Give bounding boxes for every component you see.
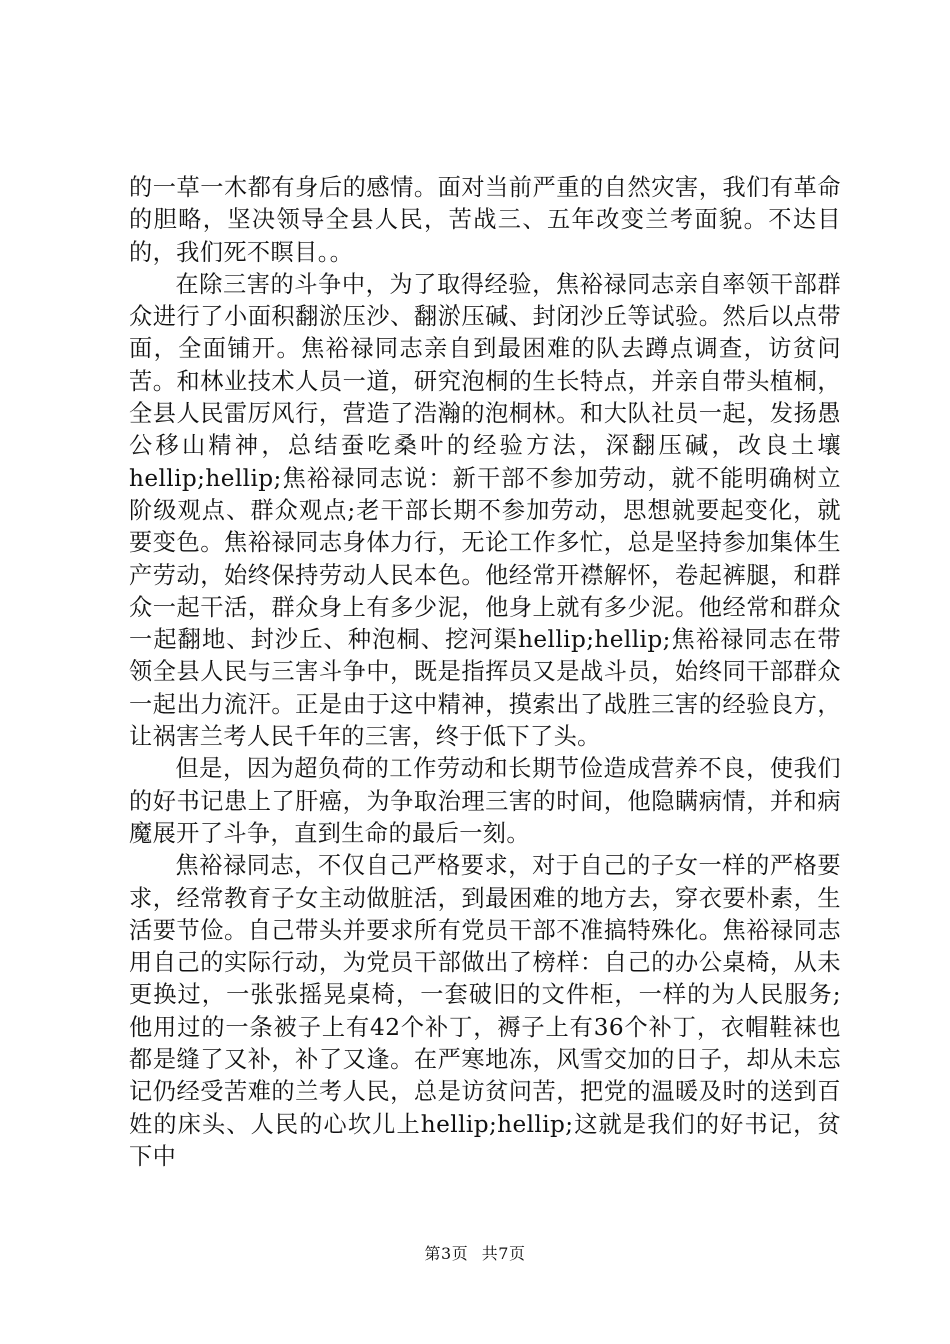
paragraph: 但是，因为超负荷的工作劳动和长期节俭造成营养不良，使我们的好书记患上了肝癌，为争取治理三害的时间，他隐瞒病情，并和病魔展开了斗争，直到生命的最后一刻。 — [129, 755, 841, 847]
page-number: 第3页 — [424, 1244, 469, 1263]
page-footer — [0, 1244, 950, 1264]
paragraph: 焦裕禄同志，不仅自己严格要求，对于自己的子女一样的严格要求，经常教育子女主动做脏活，到最困难的地方去，穿衣要朴素，生活要节俭。自己带头并要求所有党员干部不准搞特殊化。焦裕禄同志用自己的实际行动，为党员干部做出了榜样：自己的办公桌椅，从未更换过，一张张摇晃桌椅，一套破旧的文件柜，一样的为人民服务;他用过的一条被子上有42个补丁，褥子上有36个补丁，衣帽鞋袜也都是缝了又补，补了又逢。在严寒地冻，风雪交加的日子，却从未忘记仍经受苦难的兰考人民，总是访贫问苦，把党的温暖及时的送到百姓的床头、人民的心坎儿上hellip;hellip;这就是我们的好书记，贫下中 — [129, 852, 841, 1170]
page-total: 共7页 — [481, 1244, 526, 1263]
paragraph: 在除三害的斗争中，为了取得经验，焦裕禄同志亲自率领干部群众进行了小面积翻淤压沙、翻淤压碱、封闭沙丘等试验。然后以点带面，全面铺开。焦裕禄同志亲自到最困难的队去蹲点调查，访贫问苦。和林业技术人员一道，研究泡桐的生长特点，并亲自带头植桐，全县人民雷厉风行，营造了浩瀚的泡桐林。和大队社员一起，发扬愚公移山精神，总结蚕吃桑叶的经验方法，深翻压碱，改良土壤hellip;hellip;焦裕禄同志说：新干部不参加劳动，就不能明确树立阶级观点、群众观点;老干部长期不参加劳动，思想就要起变化，就要变色。焦裕禄同志身体力行，无论工作多忙，总是坚持参加集体生产劳动，始终保持劳动人民本色。他经常开襟解怀，卷起裤腿，和群众一起干活，群众身上有多少泥，他身上就有多少泥。他经常和群众一起翻地、封沙丘、种泡桐、挖河渠hellip;hellip;焦裕禄同志在带领全县人民与三害斗争中，既是指挥员又是战斗员，始终同干部群众一起出力流汗。正是由于这中精神，摸索出了战胜三害的经验良方，让祸害兰考人民千年的三害，终于低下了头。 — [129, 270, 841, 751]
body-text — [129, 172, 841, 1173]
paragraph: 的一草一木都有身后的感情。面对当前严重的自然灾害，我们有革命的胆略，坚决领导全县人民，苦战三、五年改变兰考面貌。不达目的，我们死不瞑目。。 — [129, 174, 841, 266]
